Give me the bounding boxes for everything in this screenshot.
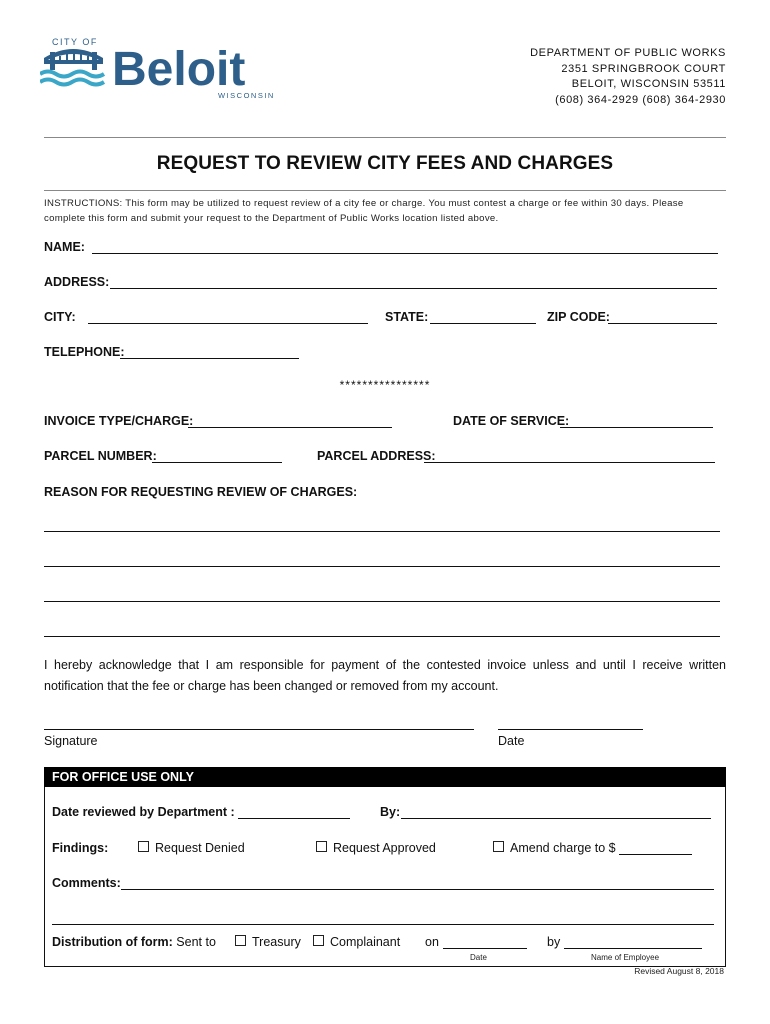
parcel-number-field[interactable] <box>152 450 282 463</box>
reviewed-by-field[interactable] <box>401 806 711 819</box>
amend-charge-option[interactable] <box>493 841 616 855</box>
office-use-title: FOR OFFICE USE ONLY <box>52 770 194 784</box>
findings-label: Findings: <box>52 841 109 855</box>
logo-state: WISCONSIN <box>218 91 275 100</box>
distribution-employee-field[interactable] <box>564 936 702 949</box>
reason-line-2[interactable] <box>44 566 720 567</box>
comments-field[interactable] <box>121 877 714 890</box>
instructions-text: INSTRUCTIONS: This form may be utilized to request review of a city fee or charge. You must contest a charge or fee within 30 days. Please complete this form and submit your request to the Department of Public Works location listed above. <box>44 198 684 224</box>
distribution-on-label: on <box>425 935 439 949</box>
complainant-option[interactable] <box>313 935 400 949</box>
name-field[interactable] <box>92 241 718 254</box>
amend-charge-amount-field[interactable] <box>619 842 692 855</box>
address-label: ADDRESS: <box>44 275 110 289</box>
telephone-field[interactable] <box>120 346 299 359</box>
city-logo <box>40 36 290 102</box>
state-label: STATE: <box>385 310 429 324</box>
treasury-label: Treasury <box>252 935 301 949</box>
request-denied-checkbox[interactable] <box>138 841 149 852</box>
distribution-bold: Distribution of form: <box>52 935 173 949</box>
request-approved-label: Request Approved <box>333 841 436 855</box>
distribution-employee-caption: Name of Employee <box>591 953 660 962</box>
complainant-checkbox[interactable] <box>313 935 324 946</box>
city-label: CITY: <box>44 310 76 324</box>
request-approved-checkbox[interactable] <box>316 841 327 852</box>
distribution-date-field[interactable] <box>443 936 527 949</box>
request-denied-option[interactable] <box>138 841 245 855</box>
date-reviewed-label: Date reviewed by Department : <box>52 805 235 819</box>
city-field[interactable] <box>88 311 368 324</box>
department-address <box>530 46 726 108</box>
date-of-service-field[interactable] <box>560 415 713 428</box>
revision-date: Revised August 8, 2018 <box>634 966 724 976</box>
invoice-type-label: INVOICE TYPE/CHARGE: <box>44 414 194 428</box>
distribution-label <box>52 935 216 949</box>
request-denied-label: Request Denied <box>155 841 245 855</box>
zip-field[interactable] <box>608 311 717 324</box>
reason-line-1[interactable] <box>44 531 720 532</box>
header-rule <box>44 137 726 138</box>
complainant-label: Complainant <box>330 935 401 949</box>
office-use-header <box>44 767 726 787</box>
name-label: NAME: <box>44 240 85 254</box>
signature-field[interactable] <box>44 729 474 730</box>
parcel-address-label: PARCEL ADDRESS: <box>317 449 436 463</box>
logo-name: Beloit <box>112 43 246 96</box>
logo-city-of: CITY OF <box>52 37 98 47</box>
request-approved-option[interactable] <box>316 841 436 855</box>
department-line-1: DEPARTMENT OF PUBLIC WORKS <box>530 47 726 59</box>
parcel-number-label: PARCEL NUMBER: <box>44 449 157 463</box>
parcel-address-field[interactable] <box>424 450 715 463</box>
date-of-service-label: DATE OF SERVICE: <box>453 414 570 428</box>
reviewed-by-label: By: <box>380 805 401 819</box>
distribution-date-caption: Date <box>470 953 487 962</box>
signature-date-label: Date <box>498 734 525 748</box>
amend-charge-checkbox[interactable] <box>493 841 504 852</box>
signature-label: Signature <box>44 734 98 748</box>
zip-label: ZIP CODE: <box>547 310 610 324</box>
department-line-4: (608) 364-2929 (608) 364-2930 <box>555 93 726 106</box>
treasury-checkbox[interactable] <box>235 935 246 946</box>
page-title: REQUEST TO REVIEW CITY FEES AND CHARGES <box>156 153 614 174</box>
comments-label: Comments: <box>52 876 121 890</box>
treasury-option[interactable] <box>235 935 301 949</box>
invoice-type-field[interactable] <box>188 415 392 428</box>
reason-line-3[interactable] <box>44 601 720 602</box>
distribution-by-label: by <box>547 935 561 949</box>
comments-line-2[interactable] <box>52 924 714 925</box>
signature-date-field[interactable] <box>498 729 643 730</box>
title-rule <box>44 190 726 191</box>
address-field[interactable] <box>110 276 717 289</box>
amend-charge-label: Amend charge to $ <box>510 841 616 855</box>
reason-label: REASON FOR REQUESTING REVIEW OF CHARGES: <box>44 485 358 499</box>
sent-to-text: Sent to <box>172 935 216 949</box>
telephone-label: TELEPHONE: <box>44 345 125 359</box>
date-reviewed-field[interactable] <box>238 806 350 819</box>
state-field[interactable] <box>430 311 536 324</box>
acknowledgement-text: I hereby acknowledge that I am responsible for payment of the contested invoice unless and until I receive written notification that the fee or charge has been changed or removed from my account. <box>44 658 726 693</box>
separator-stars: **************** <box>339 378 431 392</box>
department-line-2: 2351 SPRINGBROOK COURT <box>561 62 726 75</box>
reason-line-4[interactable] <box>44 636 720 637</box>
bridge-icon <box>40 49 104 85</box>
department-line-3: BELOIT, WISCONSIN 53511 <box>571 78 726 90</box>
